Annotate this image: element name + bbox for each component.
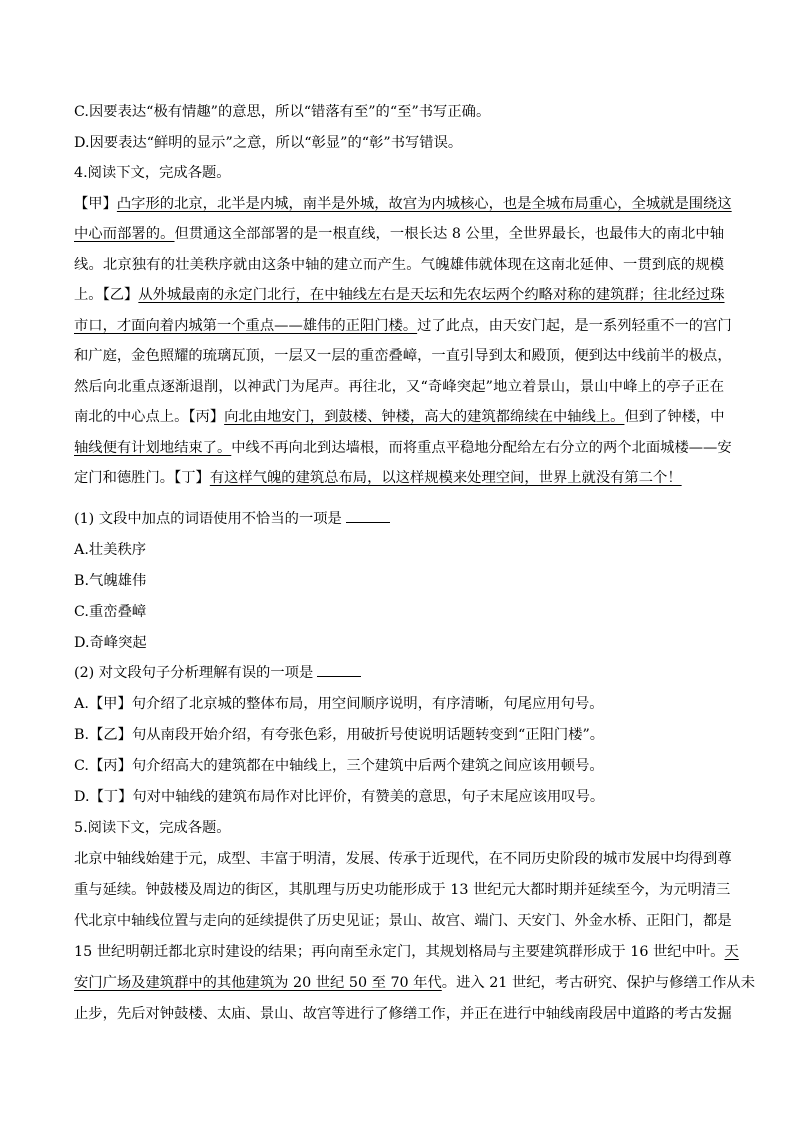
q4-passage-line [74,406,724,428]
q4-sub1-option-a: A.壮美秩序 [74,542,147,558]
q3-option-d: D.因要表达“鲜明的显示”之意，所以“彰显”的“彰”书写错误。 [74,135,463,151]
q4-sub1-option-c: C.重峦叠嶂 [74,604,147,620]
passage-text: 但到了钟楼，中 [624,409,725,425]
passage-text: 但贯通这全部部署的是一根直线，一根长达 8 公里，全世界最长，也最伟大的南北中轴 [174,226,725,242]
q4-passage-line: 线。北京独有的壮美秩序就由这条中轴的建立而产生。气魄雄伟就体现在这南北延伸、一贯到底的规模 [74,257,724,273]
q5-passage-line: 止步，先后对钟鼓楼、太庙、景山、故宫等进行了修缮工作，并正在进行中轴线南段居中道路的考古发掘 [74,1006,732,1022]
marker-yi: 【乙】 [102,287,139,303]
q4-heading: 4.阅读下文，完成各题。 [74,165,231,181]
q5-passage-line [74,941,739,963]
passage-text: 定门和德胜门。 [74,470,175,486]
sentence-jia: 凸字形的北京，北半是内城，南半是外城，故宫为内城核心，也是全城布局重心，全城就是围绕这 [116,196,732,212]
q4-sub1-option-d: D.奇峰突起 [74,635,147,651]
q4-passage-line [74,437,732,459]
sentence-ding: 有这样气魄的建筑总布局，以这样规模来处理空间，世界上就没有第二个！ [209,470,682,486]
answer-blank [317,662,361,677]
q4-sub2-option-a: A.【甲】句介绍了北京城的整体布局，用空间顺序说明，有序清晰，句尾应用句号。 [74,696,604,712]
q4-passage-line [74,315,732,337]
q4-sub2-option-c: C.【丙】句介绍高大的建筑都在中轴线上，三个建筑中后两个建筑之间应该用顿号。 [74,758,604,774]
passage-text: 过了此点，由天安门起，是一系列轻重不一的宫门 [417,318,732,334]
marker-ding: 【丁】 [174,470,210,486]
q5-heading: 5.阅读下文，完成各题。 [74,820,231,836]
answer-blank [346,508,390,523]
passage-text: 。进入 21 世纪，考古研究、保护与修缮工作从未 [441,975,755,991]
q4-passage-line: 然后向北重点逐渐退削，以神武门为尾声。再往北，又“奇峰突起”地立着景山，景山中峰上的亭子正在 [74,379,724,395]
q4-passage-line [74,467,724,489]
underlined-sentence: 天 [724,944,739,960]
q4-passage-line [74,223,724,245]
passage-text: 上。 [74,287,103,303]
question-text: (2) 对文段句子分析理解有误的一项是 [74,665,314,681]
sentence-bing: 向北由地安门，到鼓楼、钟楼，高大的建筑都绵续在中轴线上。 [224,409,625,425]
q5-passage-line: 重与延续。钟鼓楼及周边的街区，其肌理与历史功能形成于 13 世纪元大都时期并延续至今，为元明清三 [74,882,731,898]
sentence-bing-end: 轴线便有计划地结束了。 [74,440,232,456]
passage-text: 15 世纪明朝迁都北京时建设的结果；再向南至永定门，其规划格局与主要建筑群形成于 16 世纪中叶。 [74,944,725,960]
marker-jia: 【甲】 [74,196,117,212]
q5-passage-line [74,972,755,994]
passage-text: 中线不再向北到达墙根，而将重点平稳地分配给左右分立的两个北面城楼——安 [231,440,732,456]
q5-passage-line: 代北京中轴线位置与走向的延续提供了历史见证；景山、故宫、端门、天安门、外金水桥、正阳门，都是 [74,913,732,929]
question-text: (1) 文段中加点的词语使用不恰当的一项是 [74,511,342,527]
sentence-yi: 从外城最南的永定门北行，在中轴线左右是天坛和先农坛两个约略对称的建筑群；往北经过珠 [138,287,725,303]
q4-sub2-option-d: D.【丁】句对中轴线的建筑布局作对比评价，有赞美的意思，句子末尾应该用叹号。 [74,789,605,805]
q5-passage-line: 北京中轴线始建于元，成型、丰富于明清，发展、传承于近现代，在不同历史阶段的城市发展中均得到尊 [74,851,732,867]
q4-passage-line [74,193,732,215]
sentence-jia-end: 中心而部署的。 [74,226,175,242]
marker-bing: 【丙】 [188,409,225,425]
sentence-yi-end: 市口，才面向着内城第一个重点——雄伟的正阳门楼。 [74,318,418,334]
underlined-sentence-end: 安门广场及建筑群中的其他建筑为 20 世纪 50 至 70 年代 [74,975,442,991]
q4-sub1-question [74,508,724,530]
q4-passage-line [74,284,724,306]
q4-sub2-option-b: B.【乙】句从南段开始介绍，有夸张色彩，用破折号使说明话题转变到“正阳门楼”。 [74,727,605,743]
passage-text: 南北的中心点上。 [74,409,189,425]
q4-sub2-question [74,662,724,684]
q4-passage-line: 和广庭，金色照耀的琉璃瓦顶，一层又一层的重峦叠嶂，一直引导到太和殿顶，便到达中线前半的极点， [74,348,732,364]
q3-option-c: C.因要表达“极有情趣”的意思，所以“错落有至”的“至”书写正确。 [74,104,491,120]
q4-sub1-option-b: B.气魄雄伟 [74,573,147,589]
